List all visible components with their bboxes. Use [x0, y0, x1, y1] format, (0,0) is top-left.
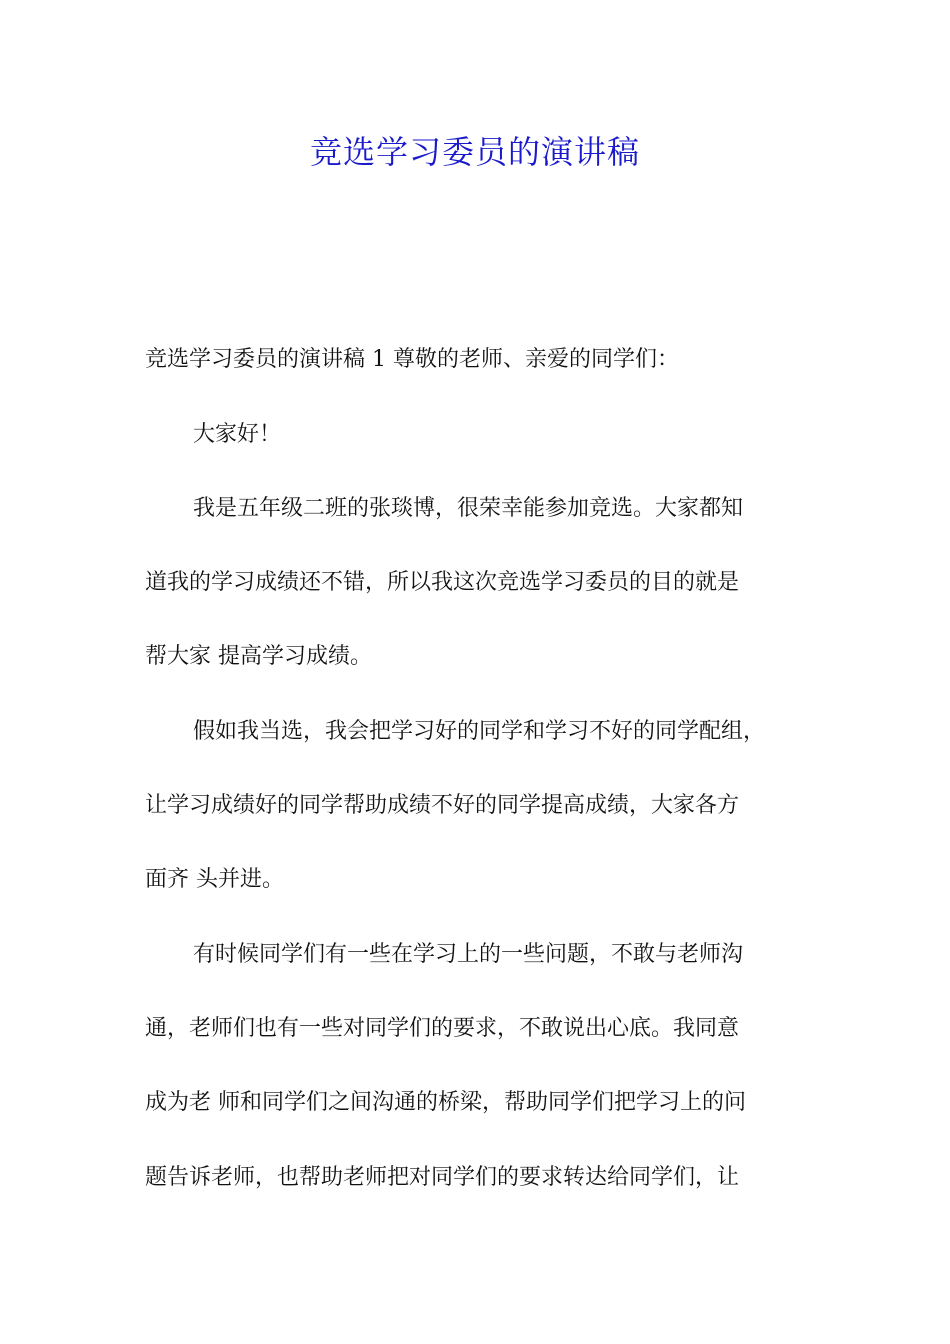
- text-line: 通，老师们也有一些对同学们的要求，不敢说出心底。我同意: [145, 1016, 740, 1041]
- text-line: 题告诉老师，也帮助老师把对同学们的要求转达给同学们，让: [145, 1165, 740, 1190]
- text-line: 大家好！: [193, 422, 282, 447]
- text-line: 有时候同学们有一些在学习上的一些问题，不敢与老师沟: [193, 942, 744, 967]
- text-line: 面齐 头并进。: [145, 867, 284, 892]
- document-title: 竞选学习委员的演讲稿: [309, 133, 640, 171]
- text-line: 竞选学习委员的演讲稿 1 尊敬的老师、亲爱的同学们：: [145, 347, 679, 372]
- text-line: 假如我当选，我会把学习好的同学和学习不好的同学配组，: [193, 719, 766, 744]
- text-line: 道我的学习成绩还不错，所以我这次竞选学习委员的目的就是: [145, 570, 740, 595]
- text-line: 成为老 师和同学们之间沟通的桥梁，帮助同学们把学习上的问: [145, 1090, 746, 1115]
- text-line: 我是五年级二班的张琰博，很荣幸能参加竞选。大家都知: [193, 496, 744, 521]
- text-line: 帮大家 提高学习成绩。: [145, 644, 372, 669]
- text-line: 让学习成绩好的同学帮助成绩不好的同学提高成绩，大家各方: [145, 793, 740, 818]
